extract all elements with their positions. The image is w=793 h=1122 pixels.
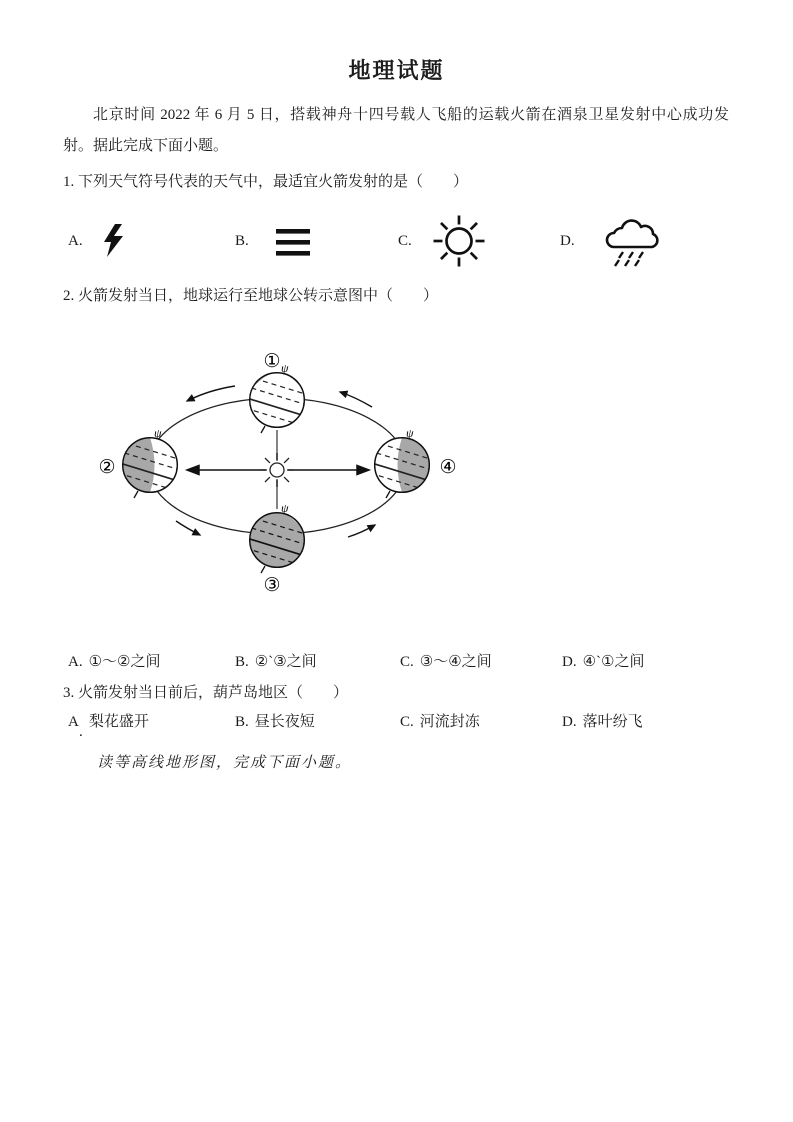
q3-option-c-label: C. — [400, 714, 414, 730]
axis-rotation-icon: ψ — [281, 501, 289, 515]
option-b-label: B. — [235, 232, 249, 249]
weather-option-d — [560, 210, 665, 272]
sun-symbol — [260, 453, 294, 487]
q2-option-a-label: A. — [68, 654, 83, 670]
question-1-text: 1. 下列天气符号代表的天气中，最适宜火箭发射的是（ ） — [63, 174, 469, 190]
position-label-1: ① — [263, 351, 281, 372]
q3-option-c-text: 河流封冻 — [419, 714, 480, 730]
earth-orbit-diagram — [60, 338, 480, 603]
fog-lines-icon — [275, 227, 311, 256]
q3-option-a-text: 梨花盛开 — [88, 714, 149, 730]
earth-position-4 — [370, 426, 433, 498]
weather-option-b — [235, 210, 311, 272]
intro-paragraph: 北京时间 2022 年 6 月 5 日，搭载神舟十四号载人飞船的运载火箭在酒泉卫星发射中心成功发射。据此完成下面小题。 — [63, 107, 729, 154]
weather-option-a — [68, 210, 127, 272]
lightning-icon — [101, 224, 127, 258]
option-c-label: C. — [398, 232, 412, 249]
option-a-label: A. — [68, 232, 83, 249]
q3-option-b — [235, 710, 315, 731]
q3-option-d-label: D. — [562, 714, 577, 730]
q2-option-c — [400, 650, 492, 671]
position-label-3: ③ — [263, 575, 281, 596]
option-d-label: D. — [560, 232, 575, 249]
q3-option-b-text: 昼长夜短 — [254, 714, 315, 730]
earth-position-2 — [118, 426, 181, 498]
q2-option-d-label: D. — [562, 654, 577, 670]
question-2-text: 2. 火箭发射当日，地球运行至地球公转示意图中（ ） — [63, 288, 439, 304]
q3-option-a-label: A — [68, 714, 79, 730]
axis-rotation-icon: ψ — [406, 426, 414, 440]
q2-option-a — [68, 650, 161, 671]
position-label-4: ④ — [439, 457, 457, 478]
axis-rotation-icon: ψ — [154, 426, 162, 440]
q3-option-d-text: 落叶纷飞 — [582, 714, 643, 730]
q2-option-a-text: ①～②之间 — [88, 654, 161, 670]
page-title: 地理试题 — [348, 58, 445, 83]
q3-option-d — [562, 710, 643, 731]
q3-option-c — [400, 710, 480, 731]
rain-cloud-icon — [601, 214, 665, 268]
q2-option-b-text: ②`③之间 — [254, 654, 317, 670]
q2-option-d — [562, 650, 644, 671]
q3-option-b-label: B. — [235, 714, 249, 730]
q2-option-b-label: B. — [235, 654, 249, 670]
position-label-2: ② — [98, 457, 116, 478]
q2-option-c-label: C. — [400, 654, 414, 670]
q2-option-b — [235, 650, 317, 671]
q2-option-d-text: ④`①之间 — [582, 654, 645, 670]
weather-option-c — [398, 210, 488, 272]
earth-position-3 — [245, 501, 308, 573]
axis-rotation-icon: ψ — [281, 361, 289, 375]
stray-mark: . — [79, 724, 83, 740]
question-3-text: 3. 火箭发射当日前后，葫芦岛地区（ ） — [63, 685, 349, 701]
footer-note: 读等高线地形图，完成下面小题。 — [97, 755, 353, 771]
q2-option-c-text: ③～④之间 — [419, 654, 492, 670]
sun-icon — [430, 212, 488, 270]
